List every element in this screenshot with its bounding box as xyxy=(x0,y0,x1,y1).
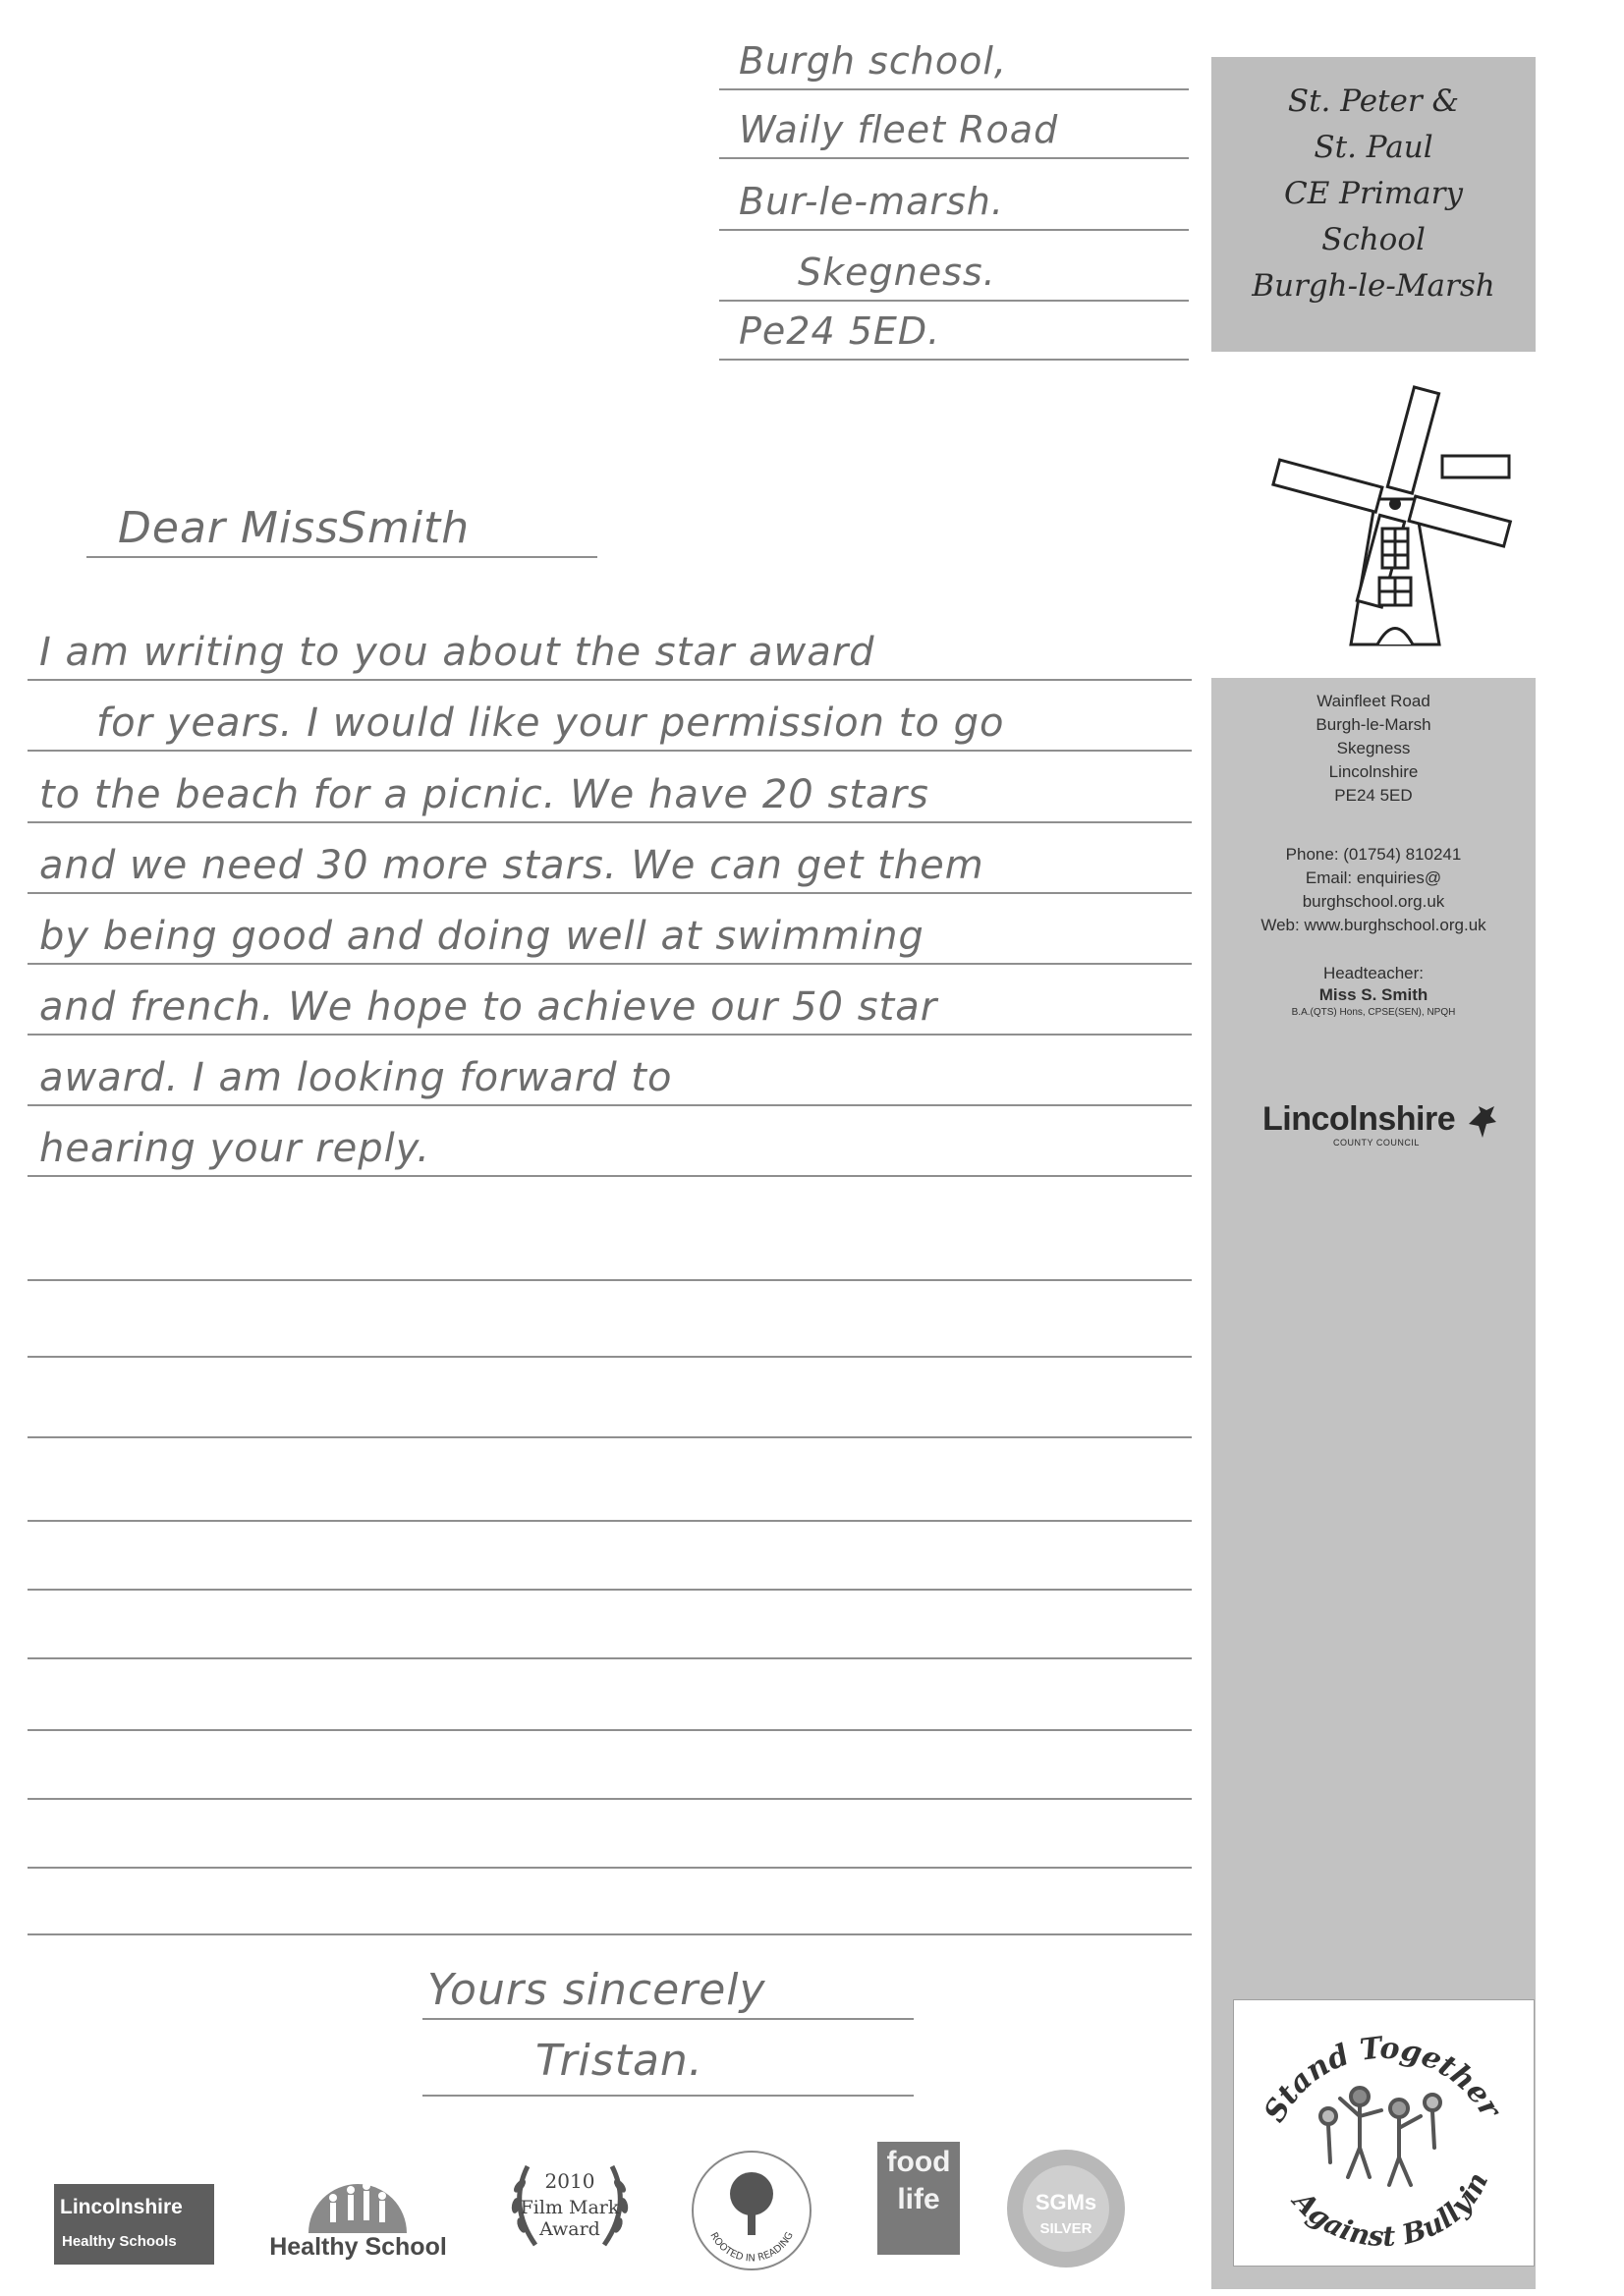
headteacher-title: Headteacher: xyxy=(1322,964,1425,982)
school-postal-address xyxy=(1211,690,1536,808)
school-contact-details xyxy=(1211,843,1536,937)
closing-rule xyxy=(422,2018,914,2020)
svg-text:ROOTED IN READING xyxy=(707,2230,796,2264)
sgms-silver-logo xyxy=(1002,2145,1130,2272)
sgm-top: SGMs xyxy=(1035,2190,1097,2214)
body-text: for years. I would like your permission to go xyxy=(96,700,1005,746)
greeting-rule xyxy=(86,556,597,558)
county-council-name: Lincolnshire xyxy=(1262,1100,1456,1138)
school-name-line: CE Primary xyxy=(1283,176,1463,211)
svg-text:Stand Together xyxy=(1258,2031,1509,2128)
badge-bottom-text: Against Bullyin xyxy=(1286,2167,1495,2254)
website: Web: www.burghschool.org.uk xyxy=(1260,916,1486,934)
postal-line: PE24 5ED xyxy=(1334,786,1413,805)
letter-signature: Tristan. xyxy=(535,2036,703,2086)
food-for-life-logo xyxy=(877,2142,960,2255)
school-name-line: Burgh-le-Marsh xyxy=(1252,268,1495,304)
body-text: award. I am looking forward to xyxy=(39,1055,673,1100)
address-text: Skegness. xyxy=(798,251,996,294)
headteacher-info xyxy=(1211,963,1536,1020)
email-line: Email: enquiries@ xyxy=(1305,868,1442,887)
rooted-in-reading-logo xyxy=(688,2147,815,2274)
phone-number: Phone: (01754) 810241 xyxy=(1285,845,1462,864)
postal-line: Skegness xyxy=(1336,739,1411,757)
school-name-line: St. Peter & xyxy=(1287,84,1460,119)
film-line1: Film Mark xyxy=(520,2197,620,2218)
signature-rule xyxy=(422,2095,914,2097)
film-year: 2010 xyxy=(544,2169,595,2193)
school-name-line: St. Paul xyxy=(1314,130,1433,165)
body-text: and french. We hope to achieve our 50 star xyxy=(39,984,938,1030)
film-mark-award-logo xyxy=(496,2127,644,2274)
imp-icon xyxy=(1465,1102,1498,1142)
address-text: Burgh school, xyxy=(739,39,1007,83)
address-text: Bur-le-marsh. xyxy=(739,180,1004,223)
email-line: burghschool.org.uk xyxy=(1302,892,1445,911)
body-text: to the beach for a picnic. We have 20 stars xyxy=(39,772,929,817)
healthy-school-text: Healthy School xyxy=(269,2233,447,2261)
letter-greeting: Dear MissSmith xyxy=(118,503,471,553)
healthy-school-icon xyxy=(304,2147,412,2237)
reading-text: ROOTED IN READING xyxy=(707,2230,796,2265)
school-name-line: School xyxy=(1321,222,1426,257)
headteacher-qualifications: B.A.(QTS) Hons, CPSE(SEN), NPQH xyxy=(1291,1007,1456,1018)
letter-closing: Yours sincerely xyxy=(427,1965,766,2015)
film-line2: Award xyxy=(539,2218,600,2240)
address-text: Pe24 5ED. xyxy=(739,309,941,353)
body-text: by being good and doing well at swimming xyxy=(39,914,924,959)
windmill-icon xyxy=(1267,381,1523,656)
anti-bullying-icon xyxy=(1234,2000,1534,2266)
county-council-sub: COUNTY COUNCIL xyxy=(1333,1138,1420,1148)
food-line1: food xyxy=(886,2146,951,2178)
food-line2: life xyxy=(897,2183,940,2215)
body-text: hearing your reply. xyxy=(39,1126,430,1171)
lhs-line2: Healthy Schools xyxy=(62,2233,177,2250)
postal-line: Wainfleet Road xyxy=(1316,692,1430,710)
badge-top-text: Stand Together xyxy=(1257,2031,1508,2129)
lincolnshire-county-council-logo xyxy=(1262,1100,1498,1159)
sgm-bottom: SILVER xyxy=(1039,2220,1092,2237)
postal-line: Burgh-le-Marsh xyxy=(1316,715,1431,734)
lhs-line1: Lincolnshire xyxy=(60,2196,183,2218)
healthy-school-logo xyxy=(257,2147,459,2274)
lincolnshire-healthy-schools-logo xyxy=(54,2184,214,2265)
anti-bullying-badge xyxy=(1233,1999,1535,2267)
school-name xyxy=(1211,79,1536,309)
body-text: and we need 30 more stars. We can get them xyxy=(39,843,984,888)
headteacher-name: Miss S. Smith xyxy=(1318,985,1428,1004)
school-name-panel xyxy=(1211,57,1536,352)
postal-line: Lincolnshire xyxy=(1328,762,1419,781)
address-text: Waily fleet Road xyxy=(739,108,1059,151)
body-text: I am writing to you about the star award xyxy=(39,630,875,675)
